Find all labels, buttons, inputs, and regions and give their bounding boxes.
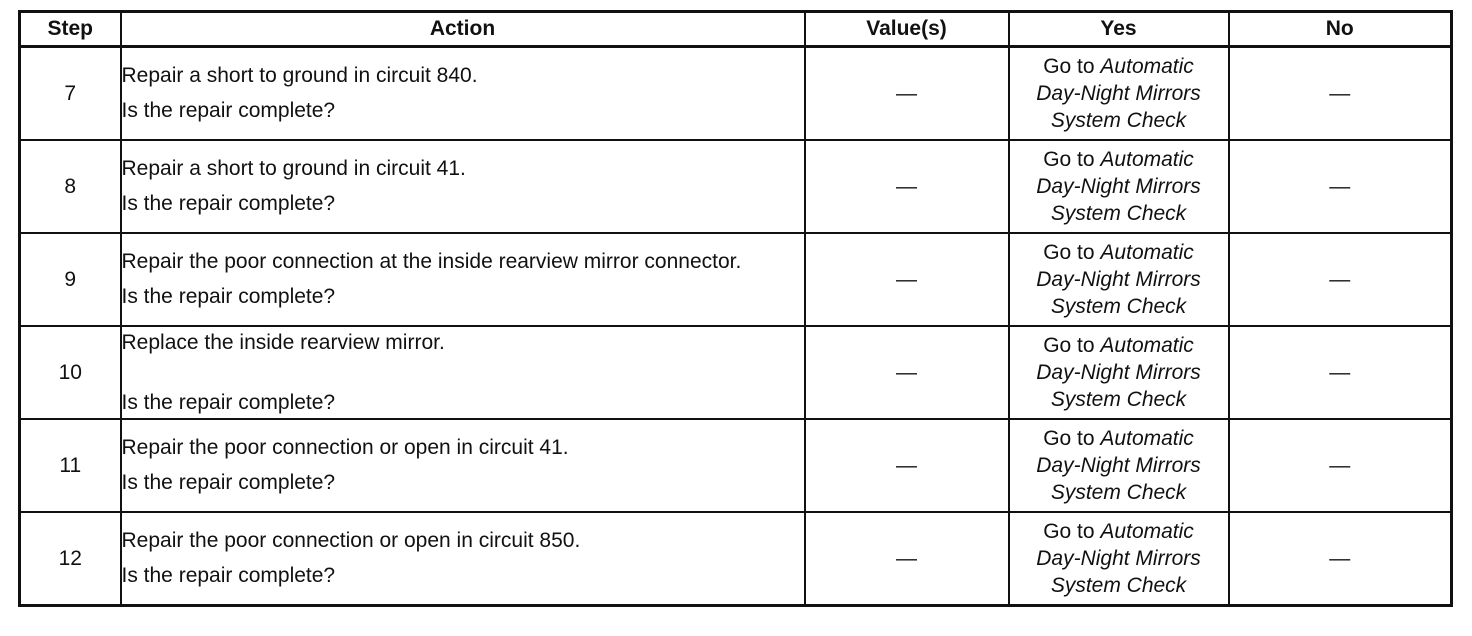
yes-reference-3: System Check <box>1050 481 1187 504</box>
action-instruction: Repair a short to ground in circuit 41. <box>121 157 466 180</box>
header-no: No <box>1229 12 1452 47</box>
action-question: Is the repair complete? <box>121 471 336 494</box>
table-row <box>20 233 1452 326</box>
step-cell: 12 <box>20 512 121 606</box>
action-cell <box>121 47 805 141</box>
step-cell: 11 <box>20 419 121 512</box>
action-instruction: Repair a short to ground in circuit 840. <box>121 64 478 87</box>
header-step: Step <box>20 12 121 47</box>
no-cell: — <box>1229 233 1452 326</box>
yes-cell <box>1009 419 1229 512</box>
yes-reference-3: System Check <box>1050 388 1187 411</box>
diagnostic-table <box>18 10 1453 607</box>
yes-reference-2: Day-Night Mirrors <box>1036 268 1201 291</box>
yes-go-to: Go to <box>1043 241 1095 264</box>
yes-reference-3: System Check <box>1050 109 1187 132</box>
table-row <box>20 419 1452 512</box>
no-cell: — <box>1229 419 1452 512</box>
value-cell: — <box>805 326 1009 419</box>
yes-go-to: Go to <box>1043 520 1095 543</box>
action-question: Is the repair complete? <box>121 192 336 215</box>
no-cell: — <box>1229 512 1452 606</box>
value-cell: — <box>805 419 1009 512</box>
no-cell: — <box>1229 47 1452 141</box>
action-instruction: Repair the poor connection or open in circuit 41. <box>121 436 569 459</box>
action-cell <box>121 233 805 326</box>
yes-reference-1: Automatic <box>1100 334 1194 357</box>
yes-reference-1: Automatic <box>1100 148 1194 171</box>
action-instruction: Repair the poor connection at the inside rearview mirror connector. <box>121 250 742 273</box>
step-cell: 7 <box>20 47 121 141</box>
yes-cell <box>1009 512 1229 606</box>
step-cell: 8 <box>20 140 121 233</box>
no-cell: — <box>1229 326 1452 419</box>
yes-reference-3: System Check <box>1050 295 1187 318</box>
action-instruction: Replace the inside rearview mirror. <box>121 330 445 354</box>
yes-cell <box>1009 326 1229 419</box>
action-cell <box>121 512 805 606</box>
yes-cell <box>1009 47 1229 141</box>
table-row <box>20 140 1452 233</box>
yes-reference-2: Day-Night Mirrors <box>1036 82 1201 105</box>
step-cell: 9 <box>20 233 121 326</box>
action-cell <box>121 419 805 512</box>
value-cell: — <box>805 47 1009 141</box>
value-cell: — <box>805 140 1009 233</box>
action-question: Is the repair complete? <box>121 390 336 414</box>
header-row <box>20 12 1452 47</box>
value-cell: — <box>805 233 1009 326</box>
table-row <box>20 512 1452 606</box>
header-yes: Yes <box>1009 12 1229 47</box>
yes-reference-1: Automatic <box>1100 520 1194 543</box>
no-cell: — <box>1229 140 1452 233</box>
yes-reference-2: Day-Night Mirrors <box>1036 454 1201 477</box>
action-question: Is the repair complete? <box>121 285 336 308</box>
action-instruction: Repair the poor connection or open in circuit 850. <box>121 529 581 552</box>
yes-reference-2: Day-Night Mirrors <box>1036 175 1201 198</box>
yes-reference-3: System Check <box>1050 574 1187 597</box>
step-cell: 10 <box>20 326 121 419</box>
header-action: Action <box>121 12 805 47</box>
yes-reference-1: Automatic <box>1100 241 1194 264</box>
yes-go-to: Go to <box>1043 334 1095 357</box>
action-question: Is the repair complete? <box>121 564 336 587</box>
header-value: Value(s) <box>805 12 1009 47</box>
yes-reference-1: Automatic <box>1100 55 1194 78</box>
table-row <box>20 47 1452 141</box>
table-row <box>20 326 1452 419</box>
yes-reference-2: Day-Night Mirrors <box>1036 361 1201 384</box>
yes-reference-1: Automatic <box>1100 427 1194 450</box>
yes-go-to: Go to <box>1043 427 1095 450</box>
yes-cell <box>1009 140 1229 233</box>
yes-reference-3: System Check <box>1050 202 1187 225</box>
yes-go-to: Go to <box>1043 55 1095 78</box>
yes-go-to: Go to <box>1043 148 1095 171</box>
action-question: Is the repair complete? <box>121 99 336 122</box>
value-cell: — <box>805 512 1009 606</box>
yes-reference-2: Day-Night Mirrors <box>1036 547 1201 570</box>
action-cell <box>121 326 805 419</box>
action-cell <box>121 140 805 233</box>
yes-cell <box>1009 233 1229 326</box>
